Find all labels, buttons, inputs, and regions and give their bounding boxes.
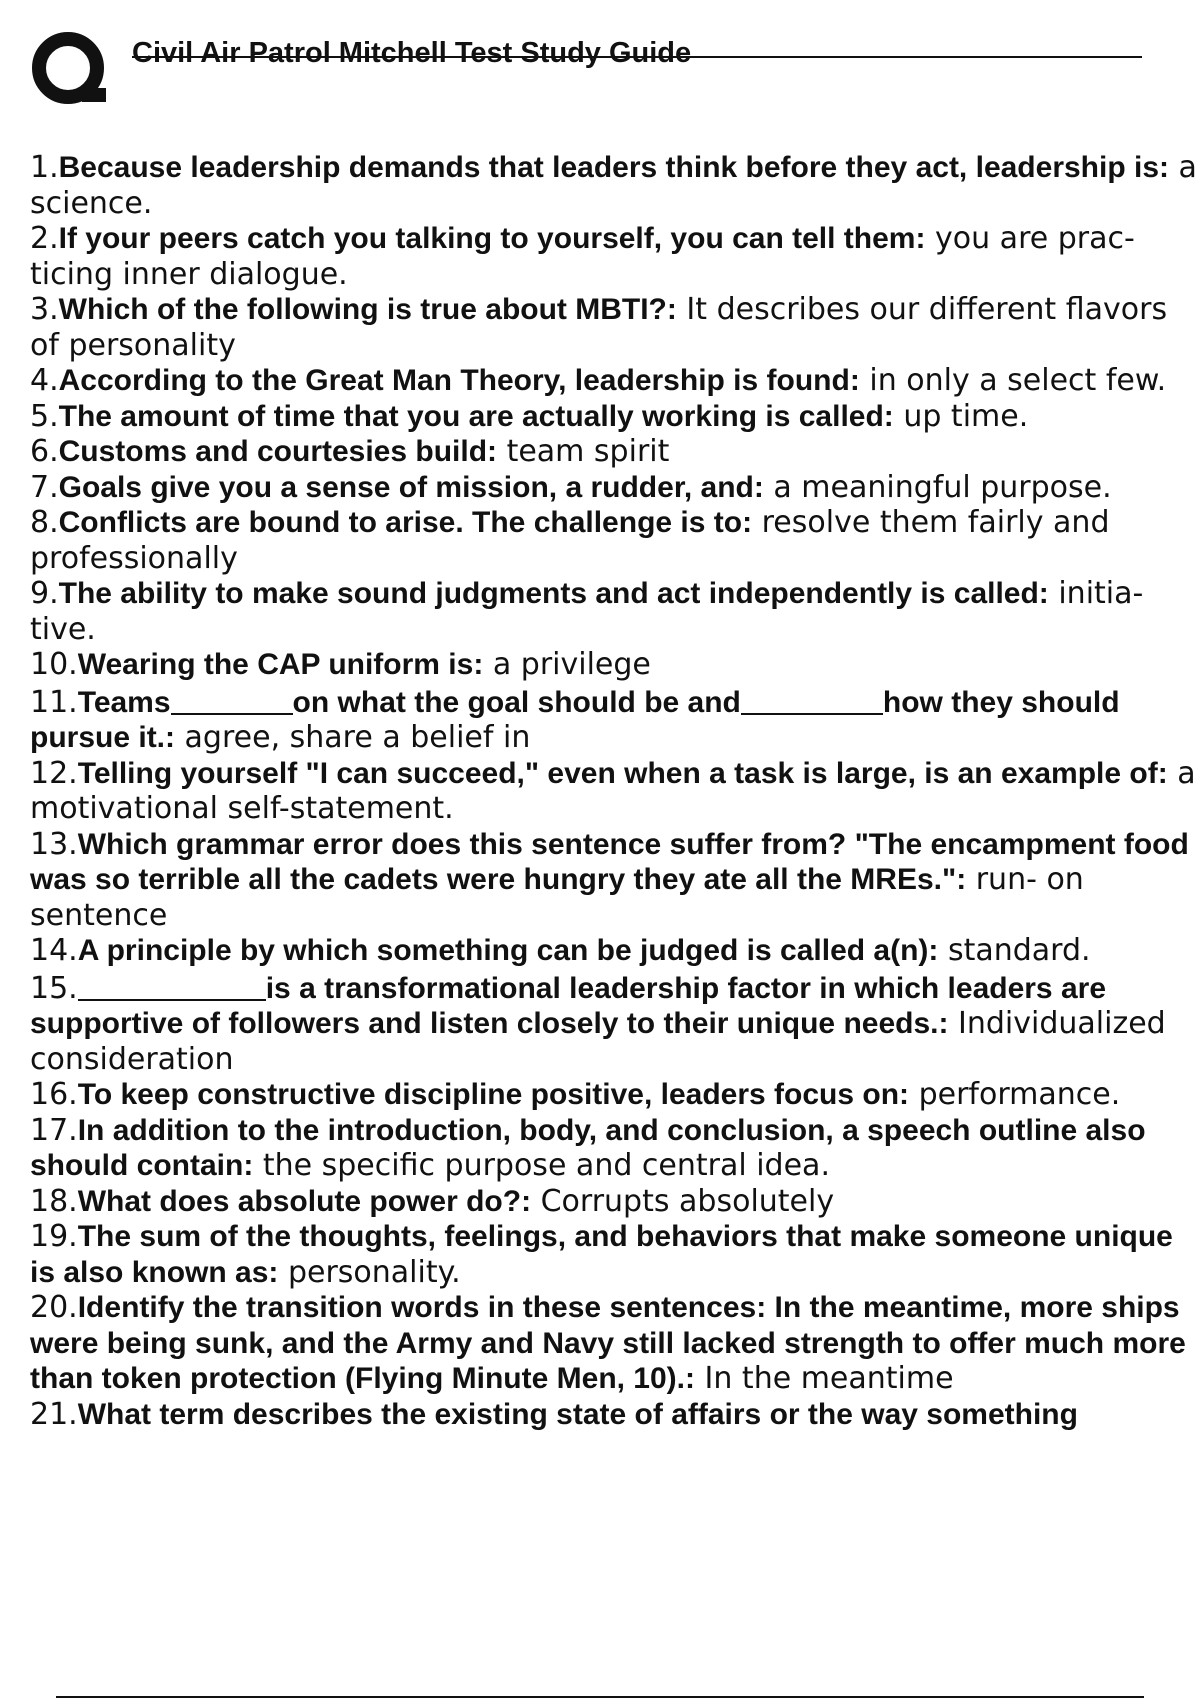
list-item: [30, 470, 1200, 506]
item-number: 14.: [30, 933, 78, 968]
fill-in-blank: [78, 969, 266, 1001]
list-item: [30, 363, 1200, 399]
question-text: Conflicts are bound to arise. The challenge is to:: [58, 506, 753, 539]
item-number: 21.: [30, 1396, 78, 1432]
list-item: [30, 933, 1200, 969]
answer-text: standard.: [938, 933, 1091, 968]
answer-text: performance.: [909, 1077, 1121, 1112]
answer-text: up time.: [893, 398, 1029, 434]
list-item: [30, 292, 1200, 363]
list-item: [30, 1397, 1200, 1433]
answer-text: you are prac- ticing inner dialogue.: [30, 221, 1135, 292]
item-number: 16.: [30, 1077, 78, 1112]
answer-text: a privilege: [483, 647, 651, 682]
item-number: 20.: [30, 1290, 78, 1325]
question-text: Wearing the CAP uniform is:: [77, 648, 484, 681]
question-text: Which of the following is true about MBTI?:: [58, 293, 677, 326]
item-number: 19.: [30, 1219, 78, 1254]
list-item: [30, 221, 1200, 292]
item-number: 5.: [30, 398, 59, 434]
item-number: 18.: [30, 1183, 78, 1219]
item-number: 15.: [30, 970, 78, 1006]
question-text-part: how they should pursue it.:: [30, 685, 1120, 754]
list-item: [30, 1219, 1200, 1290]
item-number: 9.: [30, 576, 59, 611]
item-number: 12.: [30, 755, 78, 791]
item-number: 1.: [30, 150, 59, 185]
question-text-part: on what the goal should be and: [292, 685, 741, 719]
question-text: Identify the transition words in these sentences: In the meantime, more ships were being sunk, and the Army and Navy still lacked strength to offer much more than token protection (Flying Minute Men, 10).:: [30, 1291, 1186, 1395]
document-title: Civil Air Patrol Mitchell Test Study Guide: [132, 37, 692, 69]
item-number: 4.: [30, 363, 59, 398]
list-item: [30, 576, 1200, 647]
item-number: 7.: [30, 469, 59, 505]
answer-text: a meaningful purpose.: [763, 469, 1112, 505]
fill-in-blank: [171, 683, 293, 715]
fill-in-blank: [741, 683, 883, 715]
quizlet-q-logo-icon: [30, 30, 110, 110]
title-rule: [132, 56, 1142, 58]
list-item: [30, 434, 1200, 470]
question-text: What does absolute power do?:: [77, 1184, 532, 1218]
question-text: If your peers catch you talking to yourself, you can tell them:: [58, 222, 926, 255]
question-text-part: Teams: [77, 685, 171, 719]
list-item: [30, 1184, 1200, 1220]
answer-text: team spirit: [497, 434, 670, 469]
answer-text: the specific purpose and central idea.: [253, 1148, 830, 1183]
list-item: [30, 647, 1200, 683]
answer-text: Individualized consideration: [30, 1006, 1166, 1077]
list-item: [30, 969, 1200, 1078]
item-number: 6.: [30, 434, 59, 469]
answer-text: run- on sentence: [30, 862, 1084, 933]
item-number: 8.: [30, 505, 59, 540]
question-text: The sum of the thoughts, feelings, and behaviors that make someone unique is also known as:: [30, 1220, 1173, 1289]
item-number: 3.: [30, 292, 59, 327]
question-text: According to the Great Man Theory, leadership is found:: [58, 364, 860, 397]
answer-text: in only a select few.: [859, 363, 1167, 398]
list-item: [30, 505, 1200, 576]
list-item: [30, 1290, 1200, 1397]
item-number: 17.: [30, 1112, 78, 1148]
answer-text: Corrupts absolutely: [531, 1183, 835, 1219]
list-item: [30, 683, 1200, 756]
item-number: 10.: [30, 647, 78, 682]
answer-text: It describes our different flavors of personality: [30, 292, 1168, 363]
answer-text: In the meantime: [695, 1361, 954, 1396]
answer-text: a motivational self-statement.: [30, 755, 1196, 826]
question-text: Because leadership demands that leaders think before they act, leadership is:: [58, 151, 1170, 184]
question-text: Customs and courtesies build:: [58, 435, 498, 468]
question-text: What term describes the existing state of affairs or the way something: [77, 1397, 1078, 1431]
question-text: is a transformational leadership factor in which leaders are supportive of followers and listen closely to their unique needs.:: [30, 971, 1106, 1040]
question-text: A principle by which something can be judged is called a(n):: [77, 934, 939, 967]
list-item: [30, 756, 1200, 827]
question-text: The amount of time that you are actually working is called:: [58, 399, 894, 433]
list-item: [30, 150, 1200, 221]
answer-text: initia- tive.: [30, 576, 1144, 647]
item-number: 2.: [30, 221, 59, 256]
list-item: [30, 399, 1200, 435]
question-text: Which grammar error does this sentence suffer from? "The encampment food was so terrible all the cadets were hungry they ate all the MREs.":: [30, 827, 1189, 896]
answer-text: a science.: [30, 150, 1197, 221]
answer-text: agree, share a belief in: [175, 720, 531, 755]
footer-rule: [56, 1696, 1144, 1698]
question-text: To keep constructive discipline positive, leaders focus on:: [77, 1078, 910, 1111]
item-number: 13.: [30, 826, 78, 862]
list-item: [30, 1113, 1200, 1184]
question-text: Telling yourself "I can succeed," even when a task is large, is an example of:: [77, 756, 1168, 790]
question-text: The ability to make sound judgments and act independently is called:: [58, 577, 1049, 610]
question-list: [30, 150, 1200, 1432]
item-number: 11.: [30, 684, 78, 720]
question-text: In addition to the introduction, body, and conclusion, a speech outline also should contain:: [30, 1113, 1146, 1182]
list-item: [30, 827, 1200, 934]
question-text: Goals give you a sense of mission, a rudder, and:: [58, 470, 764, 504]
answer-text: personality.: [278, 1254, 461, 1290]
answer-text: resolve them fairly and professionally: [30, 505, 1110, 576]
list-item: [30, 1077, 1200, 1113]
